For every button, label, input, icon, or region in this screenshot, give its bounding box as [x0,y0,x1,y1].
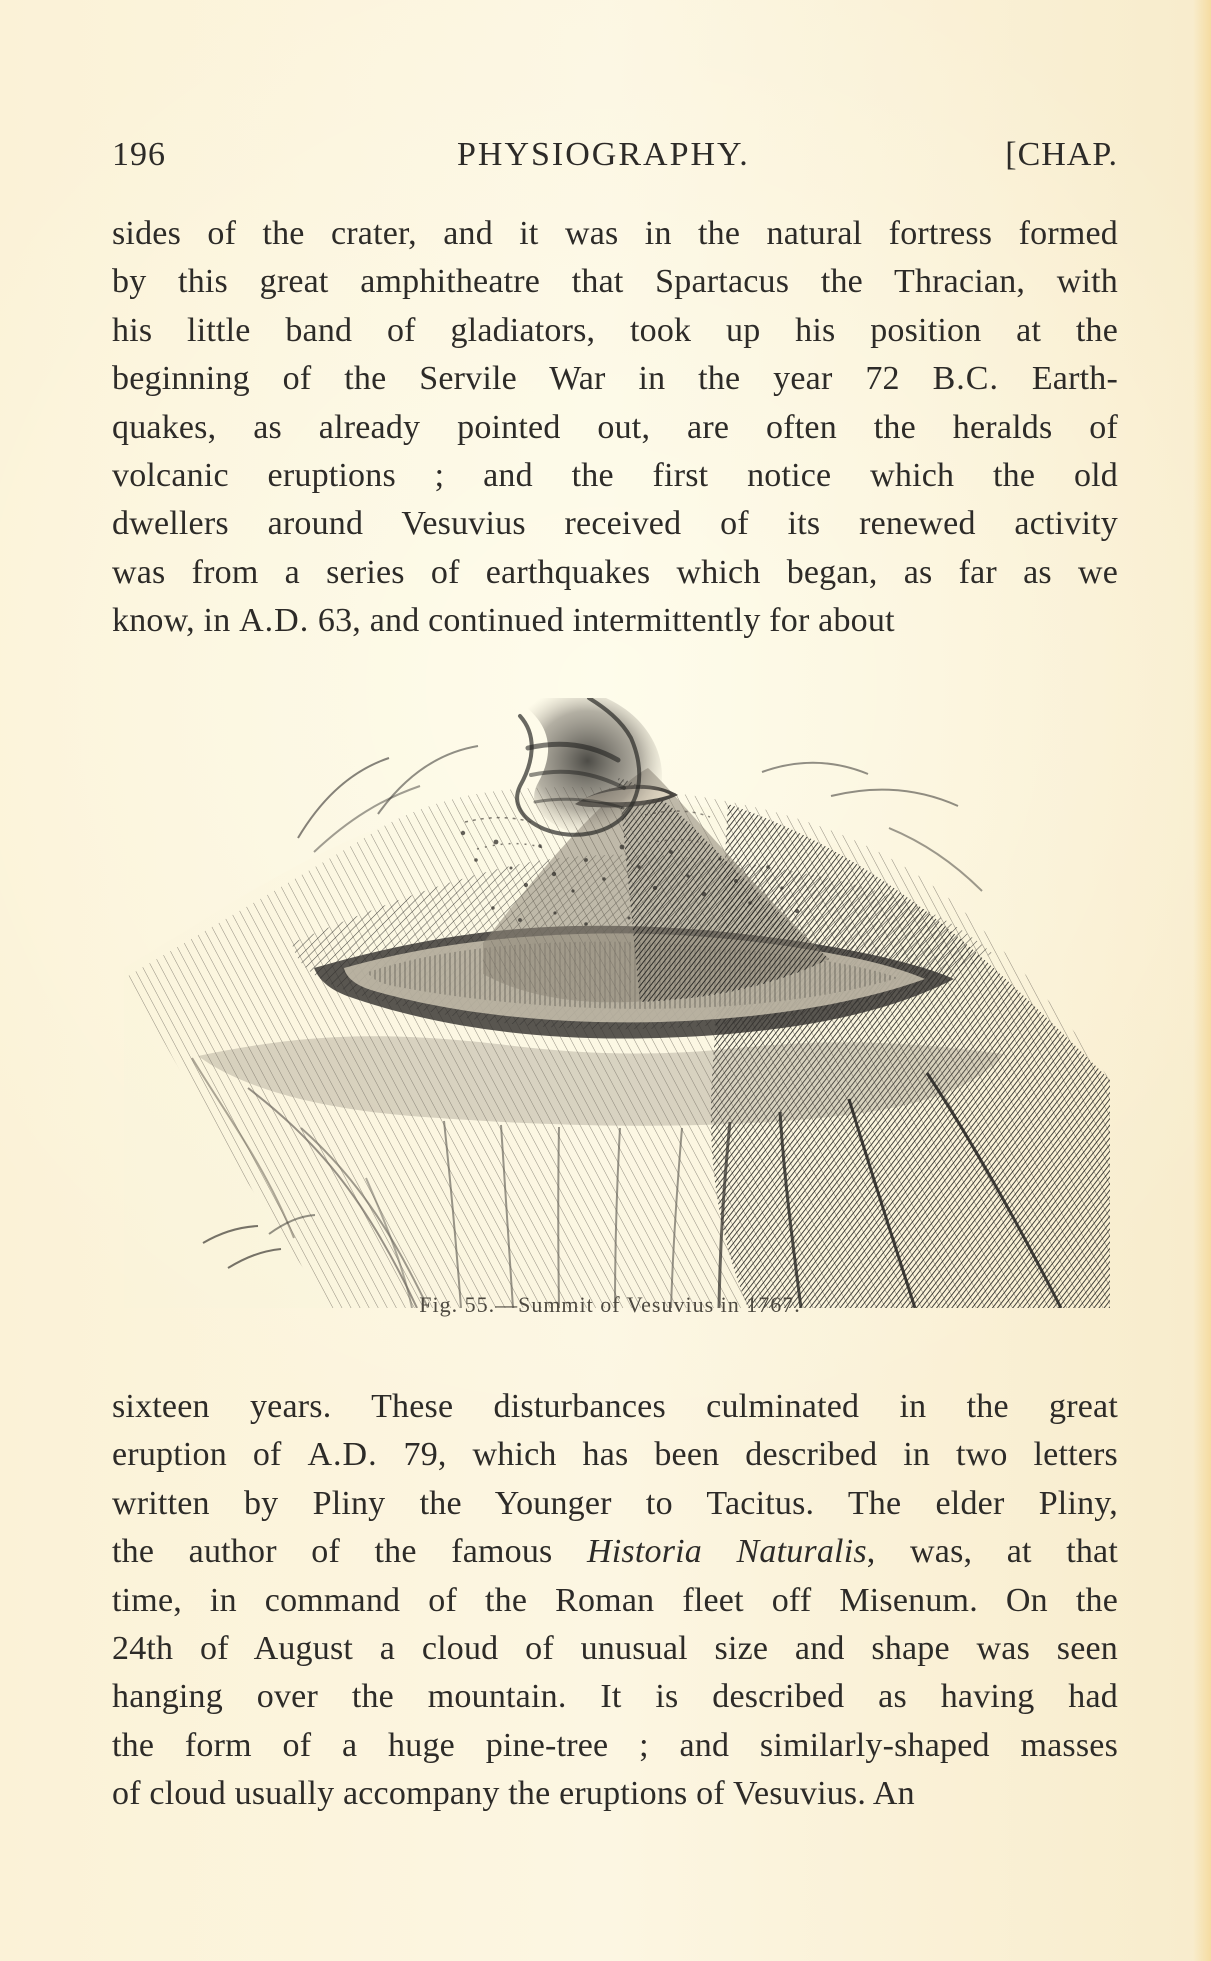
text-line: by this great amphitheatre that Spartacus the Thracian, with [112,263,1118,301]
text-line: time, in command of the Roman fleet off Misenum. On the [112,1581,1118,1619]
text-line: the form of a huge pine-tree ; and similarly-shaped masses [112,1726,1118,1764]
text-line: sixteen years. These disturbances culminated in the great [112,1388,1118,1425]
book-title: Historia Naturalis [587,1533,867,1571]
text-fragment: know, in [112,602,240,640]
text-line: sides of the crater, and it was in the natural fortress formed [112,215,1118,252]
text-line: volcanic eruptions ; and the first notice which the old [112,457,1118,495]
text-line: his little band of gladiators, took up his position at the [112,311,1118,349]
era-abbreviation: A.D. [239,602,310,640]
text-line: was from a series of earthquakes which began, as far as we [112,553,1118,591]
text-line: of cloud usually accompany the eruptions of Vesuvius. An [112,1775,915,1813]
text-line [112,1431,1118,1479]
figure-caption: Fig. 55.—Summit of Vesuvius in 1767. [419,1292,801,1317]
page-edge-shadow [1193,0,1211,1961]
engraving-svg [108,698,1118,1308]
text-line: quakes, as already pointed out, are often the heralds of [112,408,1118,446]
page-number: 196 [112,136,166,173]
paragraph-before-figure [112,210,1118,640]
chapter-mark: [CHAP. [1005,136,1118,173]
paragraph-after-figure [112,1383,1118,1823]
page-header [112,136,1118,186]
text-line: written by Pliny the Younger to Tacitus. The elder Pliny, [112,1484,1118,1522]
text-line: hanging over the mountain. It is described as having had [112,1678,1118,1716]
text-line [112,1528,1118,1576]
text-fragment: , was, at that [866,1533,1118,1571]
text-line [112,355,1118,403]
text-line: 24th of August a cloud of unusual size and shape was seen [112,1630,1118,1668]
text-fragment: eruption of [112,1436,308,1474]
text-line: dwellers around Vesuvius received of its renewed activity [112,505,1118,543]
running-title: PHYSIOGRAPHY. [457,136,750,173]
text-fragment: beginning of the Servile War in the year 72 [112,360,933,398]
era-abbreviation: B.C. [932,360,999,398]
text-line [112,597,1118,645]
vesuvius-summit-illustration [108,698,1118,1308]
era-abbreviation: A.D. [307,1436,378,1474]
text-fragment: 79, which has been described in two letters [377,1436,1118,1474]
text-fragment: the author of the famous [112,1533,588,1571]
text-fragment: 63, and continued intermittently for about [309,602,895,640]
text-fragment: Earth- [998,360,1118,398]
